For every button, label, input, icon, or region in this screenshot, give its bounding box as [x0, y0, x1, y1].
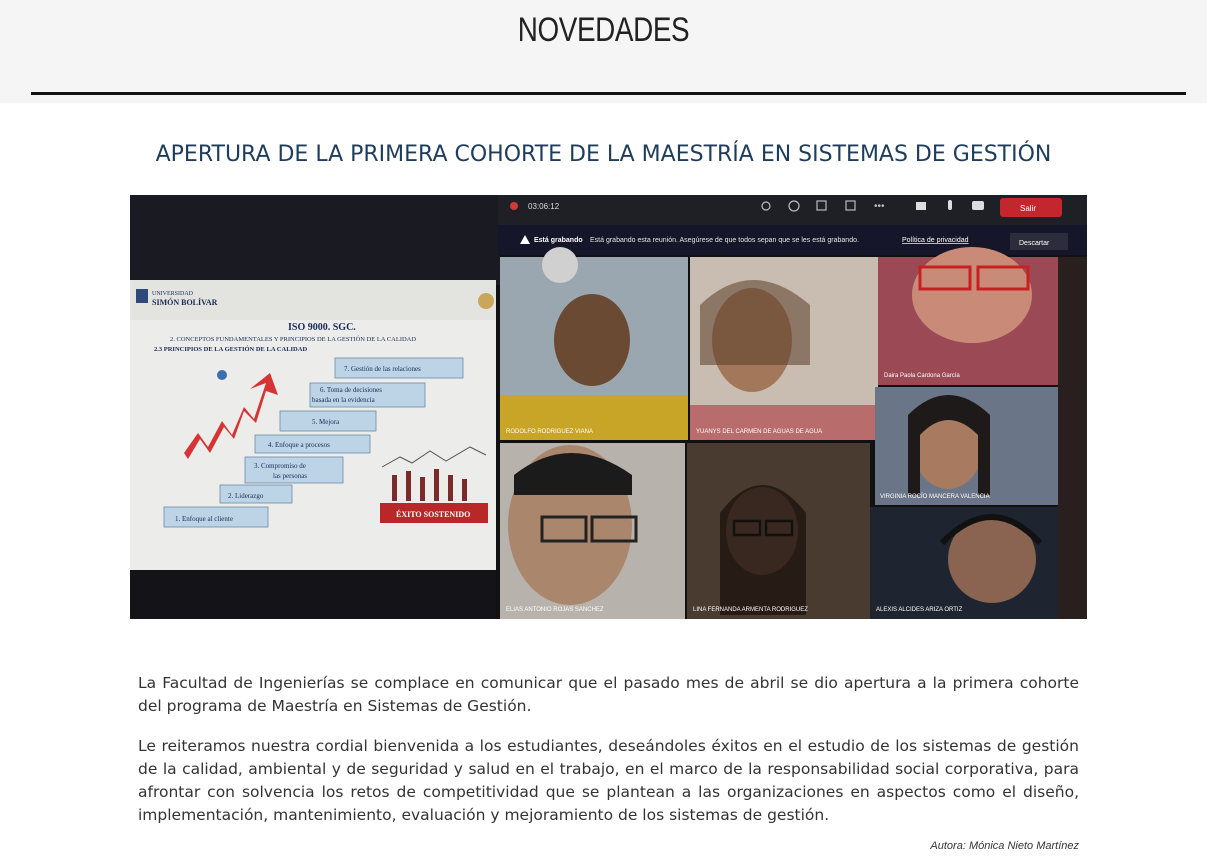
participant-name-5: ELIAS ANTONIO ROJAS SANCHEZ — [506, 607, 604, 613]
participant-name-7: ALEXIS ALCIDES ARIZA ORTIZ — [876, 607, 963, 613]
slide-step-1: 1. Enfoque al cliente — [175, 515, 233, 523]
participant-tile-4 — [875, 387, 1058, 505]
slide-sub1: 2. CONCEPTOS FUNDAMENTALES Y PRINCIPIOS DE LA GESTIÓN DE LA CALIDAD — [170, 336, 417, 343]
participant-tile-1 — [500, 247, 688, 440]
participant-tile-2 — [690, 257, 878, 440]
climber-icon — [217, 370, 227, 380]
dismiss-label: Descartar — [1019, 240, 1050, 247]
slide-heading: ISO 9000. SGC. — [288, 322, 356, 333]
participant-tile-7 — [870, 507, 1058, 619]
slide-step-6a: 6. Toma de decisiones — [320, 386, 382, 394]
participant-name-2: YUANYS DEL CARMEN DE AGUAS DE AGUA — [696, 429, 823, 435]
microphone-icon — [948, 200, 952, 210]
article-author: Autora: Mónica Nieto Martínez — [930, 840, 1079, 852]
slide-step-4: 4. Enfoque a procesos — [268, 441, 330, 449]
university-logo-icon — [136, 289, 148, 303]
participant-tile-6 — [687, 443, 870, 619]
seal-icon — [478, 293, 494, 309]
participant-name-1: RODOLFO RODRIGUEZ VIANA — [506, 429, 594, 435]
recording-banner-title: Está grabando — [534, 237, 583, 244]
camera-icon — [916, 202, 926, 210]
slide-sub2: 2.3 PRINCIPIOS DE LA GESTIÓN DE LA CALIDAD — [154, 346, 308, 353]
slide-step-3b: las personas — [273, 472, 308, 480]
slide-step-2: 2. Liderazgo — [228, 492, 264, 500]
participant-name-4: VIRGINIA ROCÍO MANCERA VALENCIA — [880, 494, 990, 500]
article-paragraph-2: Le reiteramos nuestra cordial bienvenida a los estudiantes, deseándoles éxitos en el estudio de los sistemas de gestión de la calidad, ambiental y de seguridad y salud en el trabajo, en el marco de la responsabilidad social corporativa, para afrontar con solvencia los retos de competitividad que se plantean a las organizaciones en aspectos como el diseño, implementación, mantenimiento, evaluación y mejoramiento de los sistemas de gestión. — [138, 737, 1079, 824]
recording-dot-icon — [510, 202, 518, 210]
more-icon: ••• — [874, 201, 885, 212]
participant-name-3: Daira Paola Cardona García — [884, 373, 960, 379]
participant-tile-3 — [878, 247, 1058, 385]
section-title: NOVEDADES — [517, 11, 690, 49]
participant-name-6: LINA FERNANDA ARMENTA RODRIGUEZ — [693, 607, 808, 613]
slide-logo-line2: SIMÓN BOLÍVAR — [152, 298, 218, 307]
article-paragraph-1: La Facultad de Ingenierías se complace en comunicar que el pasado mes de abril se dio apertura a la primera cohorte del programa de Maestría en Sistemas de Gestión. — [138, 674, 1079, 715]
article-title: APERTURA DE LA PRIMERA COHORTE DE LA MAESTRÍA EN SISTEMAS DE GESTIÓN — [155, 142, 1052, 167]
slide-step-6b: basada en la evidencia — [312, 396, 375, 404]
privacy-link: Política de privacidad — [902, 237, 969, 244]
recording-banner-text: Está grabando esta reunión. Asegúrese de que todos sepan que se les está grabando. — [590, 237, 859, 244]
participant-tile-5 — [500, 443, 685, 619]
slide-step-7: 7. Gestión de las relaciones — [344, 365, 421, 373]
leave-label: Salir — [1020, 204, 1037, 213]
slide-logo-line1: UNIVERSIDAD — [152, 291, 193, 297]
presentation-slide — [130, 280, 496, 570]
article-photo — [130, 195, 1087, 619]
slide-step-5: 5. Mejora — [312, 418, 340, 426]
header-divider — [31, 92, 1186, 95]
slide-step-3a: 3. Compromiso de — [254, 462, 306, 470]
share-icon — [972, 201, 984, 210]
meeting-timer: 03:06:12 — [528, 202, 560, 211]
success-badge-label: ÉXITO SOSTENIDO — [396, 510, 471, 519]
